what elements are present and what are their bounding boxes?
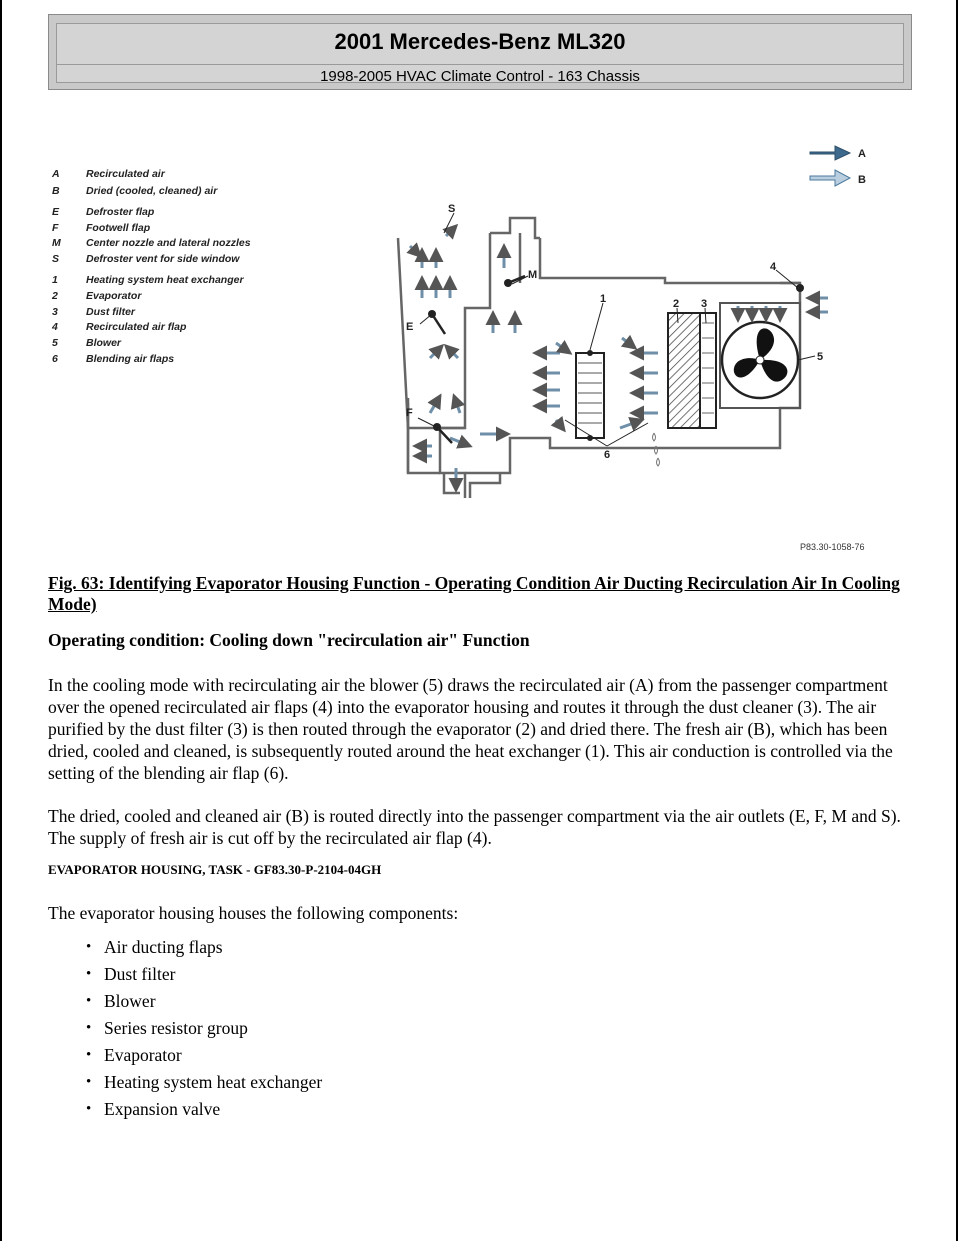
list-item: • Series resistor group [48, 1017, 322, 1044]
components-list [48, 936, 322, 1125]
operating-condition-heading: Operating condition: Cooling down "recirculation air" Function [48, 630, 530, 650]
label-3: 3 [701, 298, 708, 310]
legend-key: A [52, 168, 60, 180]
air-ducting-diagram [360, 128, 920, 558]
legend-key: E [52, 206, 60, 218]
label-2: 2 [673, 298, 680, 310]
label-s: S [448, 203, 456, 215]
legend-key: 6 [52, 353, 58, 365]
label-e: E [406, 321, 414, 333]
paragraph-air-outlets: The dried, cooled and cleaned air (B) is routed directly into the passenger compartment via the air outlets (E, F, M and S). The supply of fresh air is cut off by the recirculated air flap (4). [48, 806, 901, 848]
label-1: 1 [600, 293, 607, 305]
legend-text: Defroster flap [86, 206, 155, 218]
heat-exchanger [576, 350, 604, 441]
label-6: 6 [604, 449, 611, 461]
label-m: M [528, 269, 538, 281]
label-5: 5 [817, 351, 824, 363]
paragraph-components-intro: The evaporator housing houses the following components: [48, 903, 459, 923]
legend-text: Center nozzle and lateral nozzles [86, 237, 251, 249]
list-item: • Heating system heat exchanger [48, 1071, 322, 1098]
legend-text: Heating system heat exchanger [86, 274, 244, 286]
legend-key: F [52, 222, 59, 234]
blower [720, 303, 800, 408]
legend-key: M [52, 237, 61, 249]
legend-key: 4 [52, 321, 58, 333]
legend-key: 1 [52, 274, 58, 286]
legend-key: S [52, 253, 60, 265]
label-a: A [858, 148, 866, 160]
legend-text: Recirculated air flap [86, 321, 187, 333]
figure-caption: Fig. 63: Identifying Evaporator Housing Function - Operating Condition Air Ducting Recirculation Air In Cooling Mode) [48, 573, 900, 614]
header-title: 2001 Mercedes-Benz ML320 [334, 29, 626, 54]
legend-key: 5 [52, 337, 58, 349]
legend-key: B [52, 185, 60, 197]
list-item: • Blower [48, 990, 322, 1017]
legend-arrow-a [810, 146, 866, 160]
list-item: • Air ducting flaps [48, 936, 322, 963]
legend-text: Evaporator [86, 290, 142, 302]
legend-text: Defroster vent for side window [86, 253, 240, 265]
section-heading: EVAPORATOR HOUSING, TASK - GF83.30-P-2104-04GH [48, 862, 382, 877]
list-item: • Expansion valve [48, 1098, 322, 1125]
legend-text: Blending air flaps [86, 353, 175, 365]
header-subtitle: 1998-2005 HVAC Climate Control - 163 Chassis [320, 68, 640, 85]
legend-key: 2 [52, 290, 58, 302]
figure-code: P83.30-1058-76 [800, 542, 865, 552]
legend-arrow-b [810, 170, 866, 186]
label-f: F [406, 407, 413, 419]
list-item: • Evaporator [48, 1044, 322, 1071]
document-header [48, 14, 912, 90]
legend-text: Dust filter [86, 306, 136, 318]
legend-text: Blower [86, 337, 122, 349]
dust-filter [700, 313, 716, 428]
list-item: • Dust filter [48, 963, 322, 990]
label-b: B [858, 174, 866, 186]
legend-text: Footwell flap [86, 222, 151, 234]
legend-text: Recirculated air [86, 168, 165, 180]
paragraph-cooling-mode: In the cooling mode with recirculating air the blower (5) draws the recirculated air (A) from the passenger compartment over the opened recirculated air flaps (4) into the evaporator housing and routes it through the dust cleaner (3). The air purified by the dust filter (3) is then routed through the evaporator (2) and dried there. The fresh air (B), which has been dried, cooled and cleaned, is subsequently routed around the heat exchanger (1). This air conduction is controlled via the setting of the blending air flap (6). [48, 675, 893, 783]
condensate-drip [653, 433, 660, 466]
label-4: 4 [770, 261, 777, 273]
legend-key: 3 [52, 306, 58, 318]
header-divider [56, 64, 904, 65]
flaps [432, 276, 525, 443]
evaporator [668, 313, 700, 428]
legend-text: Dried (cooled, cleaned) air [86, 185, 218, 197]
